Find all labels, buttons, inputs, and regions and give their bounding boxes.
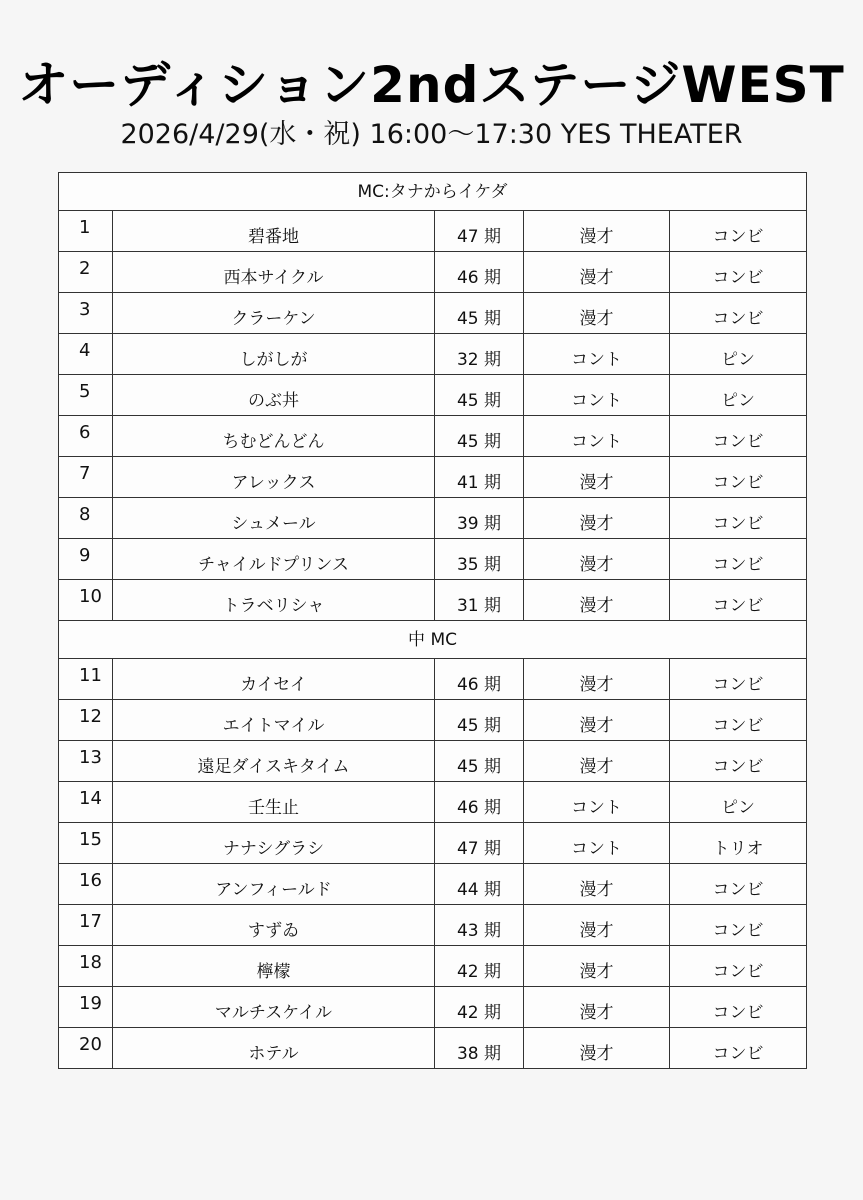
entry-genre: 漫才 <box>524 252 670 293</box>
entry-number: 11 <box>59 659 113 700</box>
entry-name: ホテル <box>113 1028 435 1069</box>
entry-genre: 漫才 <box>524 457 670 498</box>
entry-name: シュメール <box>113 498 435 539</box>
entry-genre: 漫才 <box>524 293 670 334</box>
entry-number: 13 <box>59 741 113 782</box>
entry-generation: 32 期 <box>435 334 524 375</box>
entry-number: 8 <box>59 498 113 539</box>
entry-number: 6 <box>59 416 113 457</box>
entry-name: アレックス <box>113 457 435 498</box>
table-row <box>59 946 807 987</box>
entry-generation: 47 期 <box>435 211 524 252</box>
entry-name: マルチスケイル <box>113 987 435 1028</box>
table-row <box>59 659 807 700</box>
table-row <box>59 498 807 539</box>
entry-generation: 41 期 <box>435 457 524 498</box>
entry-genre: 漫才 <box>524 741 670 782</box>
entry-unit-type: コンビ <box>670 498 807 539</box>
entry-genre: 漫才 <box>524 211 670 252</box>
table-row <box>59 457 807 498</box>
entry-generation: 35 期 <box>435 539 524 580</box>
entry-name: アンフィールド <box>113 864 435 905</box>
page-title: オーディション2ndステージWEST <box>18 56 845 114</box>
entry-unit-type: トリオ <box>670 823 807 864</box>
event-datetime-venue: 2026/4/29(水・祝) 16:00～17:30 YES THEATER <box>120 119 743 150</box>
entry-name: のぶ丼 <box>113 375 435 416</box>
entry-number: 19 <box>59 987 113 1028</box>
table-row <box>59 211 807 252</box>
entry-number: 15 <box>59 823 113 864</box>
entry-name: ナナシグラシ <box>113 823 435 864</box>
entry-number: 18 <box>59 946 113 987</box>
entry-genre: 漫才 <box>524 539 670 580</box>
entry-number: 16 <box>59 864 113 905</box>
entry-genre: 漫才 <box>524 905 670 946</box>
entry-unit-type: コンビ <box>670 252 807 293</box>
entry-number: 10 <box>59 580 113 621</box>
section-heading: 中 MC <box>59 621 807 659</box>
entry-genre: 漫才 <box>524 700 670 741</box>
entry-genre: コント <box>524 823 670 864</box>
table-row <box>59 416 807 457</box>
entry-number: 2 <box>59 252 113 293</box>
entry-name: 碧番地 <box>113 211 435 252</box>
lineup-table-body <box>59 173 807 1069</box>
entry-genre: 漫才 <box>524 498 670 539</box>
entry-number: 12 <box>59 700 113 741</box>
entry-name: 壬生止 <box>113 782 435 823</box>
entry-genre: コント <box>524 375 670 416</box>
entry-unit-type: コンビ <box>670 741 807 782</box>
entry-name: エイトマイル <box>113 700 435 741</box>
table-row <box>59 1028 807 1069</box>
entry-unit-type: コンビ <box>670 211 807 252</box>
table-row <box>59 252 807 293</box>
entry-genre: 漫才 <box>524 580 670 621</box>
section-heading-row <box>59 621 807 659</box>
table-row <box>59 823 807 864</box>
entry-number: 9 <box>59 539 113 580</box>
entry-name: 檸檬 <box>113 946 435 987</box>
entry-generation: 45 期 <box>435 293 524 334</box>
entry-name: チャイルドプリンス <box>113 539 435 580</box>
entry-name: トラベリシャ <box>113 580 435 621</box>
entry-number: 20 <box>59 1028 113 1069</box>
table-row <box>59 864 807 905</box>
entry-unit-type: コンビ <box>670 946 807 987</box>
entry-unit-type: コンビ <box>670 864 807 905</box>
entry-generation: 46 期 <box>435 782 524 823</box>
entry-generation: 46 期 <box>435 659 524 700</box>
entry-genre: コント <box>524 416 670 457</box>
table-row <box>59 580 807 621</box>
entry-unit-type: コンビ <box>670 987 807 1028</box>
entry-genre: 漫才 <box>524 946 670 987</box>
table-row <box>59 741 807 782</box>
entry-number: 1 <box>59 211 113 252</box>
entry-unit-type: コンビ <box>670 905 807 946</box>
table-row <box>59 905 807 946</box>
entry-name: すずゐ <box>113 905 435 946</box>
entry-unit-type: コンビ <box>670 580 807 621</box>
entry-number: 4 <box>59 334 113 375</box>
entry-generation: 45 期 <box>435 741 524 782</box>
entry-generation: 42 期 <box>435 987 524 1028</box>
entry-genre: 漫才 <box>524 864 670 905</box>
entry-generation: 39 期 <box>435 498 524 539</box>
entry-generation: 43 期 <box>435 905 524 946</box>
entry-unit-type: コンビ <box>670 700 807 741</box>
table-row <box>59 987 807 1028</box>
entry-number: 7 <box>59 457 113 498</box>
entry-unit-type: コンビ <box>670 539 807 580</box>
table-row <box>59 700 807 741</box>
entry-number: 14 <box>59 782 113 823</box>
entry-number: 5 <box>59 375 113 416</box>
entry-genre: 漫才 <box>524 1028 670 1069</box>
entry-name: クラーケン <box>113 293 435 334</box>
table-row <box>59 375 807 416</box>
entry-unit-type: コンビ <box>670 1028 807 1069</box>
entry-number: 17 <box>59 905 113 946</box>
entry-unit-type: コンビ <box>670 416 807 457</box>
entry-generation: 45 期 <box>435 416 524 457</box>
entry-number: 3 <box>59 293 113 334</box>
table-row <box>59 539 807 580</box>
table-row <box>59 334 807 375</box>
entry-name: 遠足ダイスキタイム <box>113 741 435 782</box>
entry-generation: 38 期 <box>435 1028 524 1069</box>
section-heading: MC:タナからイケダ <box>59 173 807 211</box>
entry-unit-type: コンビ <box>670 293 807 334</box>
entry-generation: 45 期 <box>435 375 524 416</box>
entry-generation: 47 期 <box>435 823 524 864</box>
entry-generation: 31 期 <box>435 580 524 621</box>
entry-genre: 漫才 <box>524 659 670 700</box>
entry-unit-type: ピン <box>670 782 807 823</box>
entry-generation: 46 期 <box>435 252 524 293</box>
table-row <box>59 782 807 823</box>
entry-name: しがしが <box>113 334 435 375</box>
entry-name: カイセイ <box>113 659 435 700</box>
entry-genre: 漫才 <box>524 987 670 1028</box>
entry-unit-type: コンビ <box>670 457 807 498</box>
entry-unit-type: コンビ <box>670 659 807 700</box>
entry-genre: コント <box>524 782 670 823</box>
section-heading-row <box>59 173 807 211</box>
entry-unit-type: ピン <box>670 334 807 375</box>
entry-unit-type: ピン <box>670 375 807 416</box>
entry-generation: 44 期 <box>435 864 524 905</box>
entry-name: ちむどんどん <box>113 416 435 457</box>
lineup-table <box>58 172 807 1069</box>
entry-name: 西本サイクル <box>113 252 435 293</box>
entry-generation: 45 期 <box>435 700 524 741</box>
entry-generation: 42 期 <box>435 946 524 987</box>
table-row <box>59 293 807 334</box>
entry-genre: コント <box>524 334 670 375</box>
